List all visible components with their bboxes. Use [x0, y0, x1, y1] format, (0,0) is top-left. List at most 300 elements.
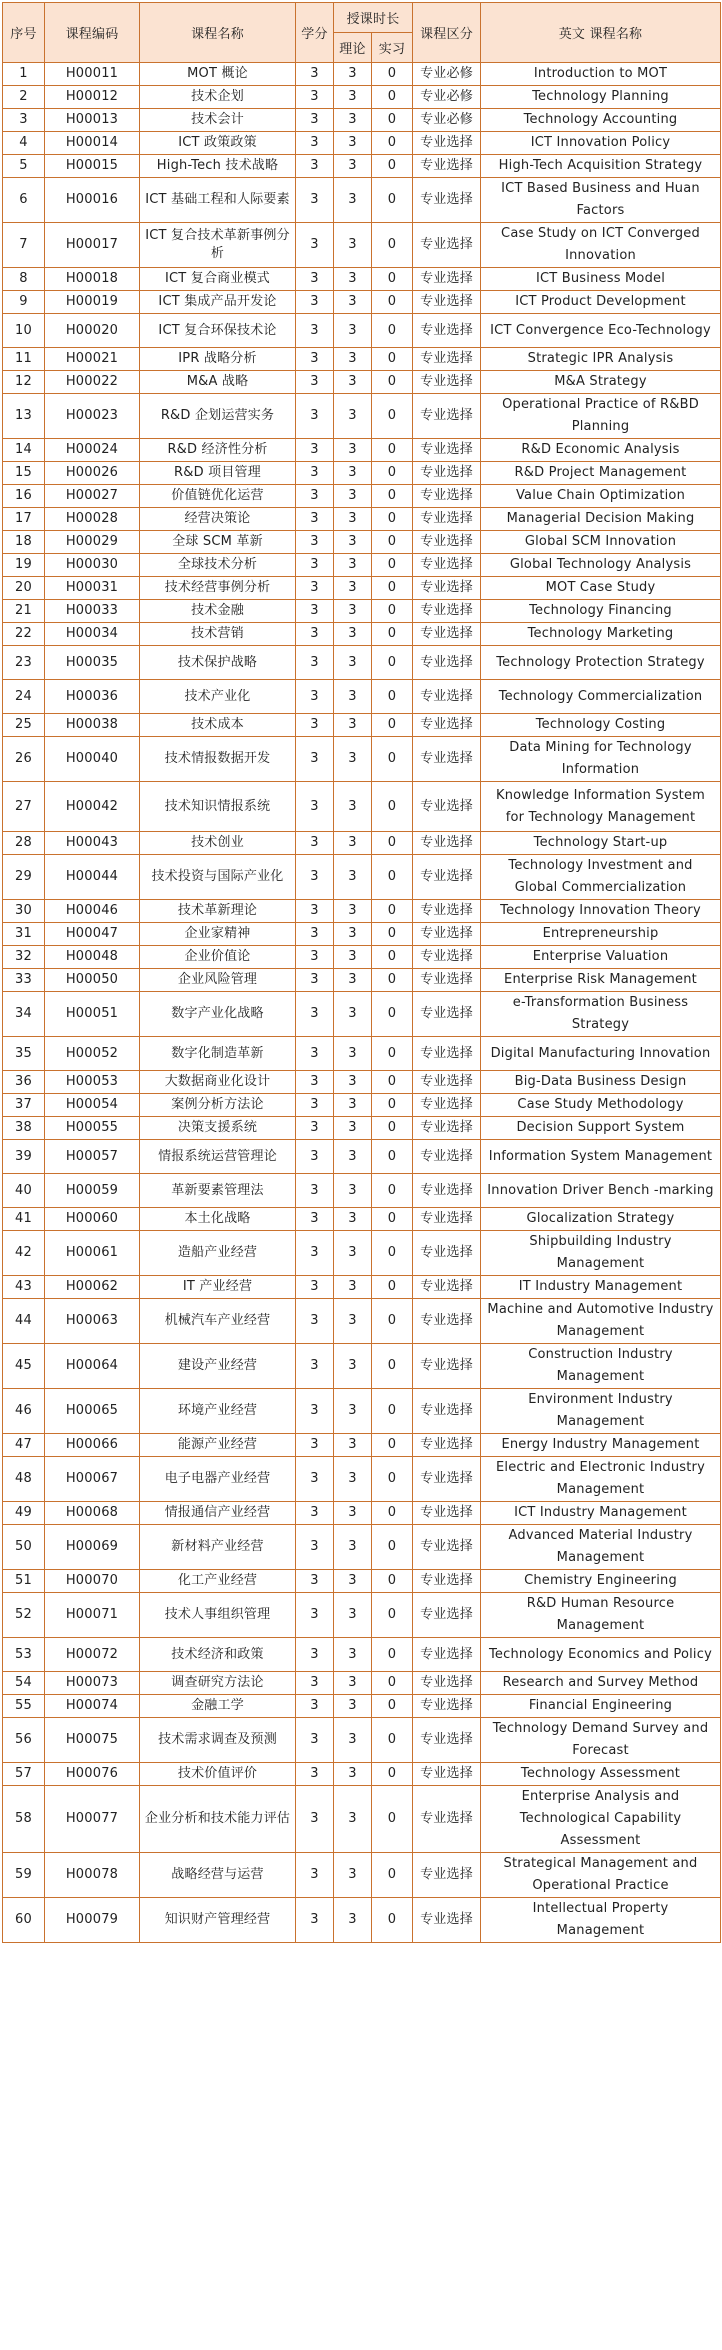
row-theory: 3	[334, 1570, 372, 1593]
row-category: 专业选择	[413, 1434, 481, 1457]
row-seq: 48	[3, 1457, 45, 1502]
row-practice: 0	[372, 291, 413, 314]
row-english: e-Transformation Business Strategy	[481, 992, 721, 1037]
row-theory: 3	[334, 348, 372, 371]
row-credit: 3	[296, 1276, 334, 1299]
row-credit: 3	[296, 782, 334, 832]
row-seq: 47	[3, 1434, 45, 1457]
row-practice: 0	[372, 1140, 413, 1174]
row-category: 专业选择	[413, 1174, 481, 1208]
row-code: H00046	[45, 900, 140, 923]
row-credit: 3	[296, 462, 334, 485]
row-category: 专业选择	[413, 531, 481, 554]
row-name: 造船产业经营	[140, 1231, 296, 1276]
header-credit: 学分	[296, 3, 334, 63]
row-practice: 0	[372, 371, 413, 394]
row-english: ICT Business Model	[481, 268, 721, 291]
row-credit: 3	[296, 1853, 334, 1898]
row-theory: 3	[334, 268, 372, 291]
row-english: Value Chain Optimization	[481, 485, 721, 508]
row-name: 技术保护战略	[140, 646, 296, 680]
row-category: 专业选择	[413, 1299, 481, 1344]
row-theory: 3	[334, 680, 372, 714]
row-credit: 3	[296, 1695, 334, 1718]
row-code: H00012	[45, 86, 140, 109]
table-row	[3, 1174, 721, 1208]
table-row	[3, 155, 721, 178]
row-code: H00022	[45, 371, 140, 394]
header-seq: 序号	[3, 3, 45, 63]
row-english: Shipbuilding Industry Management	[481, 1231, 721, 1276]
table-row	[3, 394, 721, 439]
row-practice: 0	[372, 1718, 413, 1763]
row-english: Strategical Management and Operational Practice	[481, 1853, 721, 1898]
row-english: Global SCM Innovation	[481, 531, 721, 554]
row-seq: 24	[3, 680, 45, 714]
row-theory: 3	[334, 577, 372, 600]
row-code: H00074	[45, 1695, 140, 1718]
row-practice: 0	[372, 646, 413, 680]
row-name: IPR 战略分析	[140, 348, 296, 371]
row-english: Enterprise Risk Management	[481, 969, 721, 992]
row-name: 技术需求调查及预测	[140, 1718, 296, 1763]
row-name: 技术营销	[140, 623, 296, 646]
table-row	[3, 371, 721, 394]
table-row	[3, 268, 721, 291]
row-practice: 0	[372, 1117, 413, 1140]
row-english: Electric and Electronic Industry Management	[481, 1457, 721, 1502]
row-practice: 0	[372, 623, 413, 646]
row-category: 专业选择	[413, 1593, 481, 1638]
row-practice: 0	[372, 268, 413, 291]
row-credit: 3	[296, 1638, 334, 1672]
row-name: 金融工学	[140, 1695, 296, 1718]
table-row	[3, 1071, 721, 1094]
table-row	[3, 923, 721, 946]
row-practice: 0	[372, 600, 413, 623]
table-row	[3, 1094, 721, 1117]
table-row	[3, 1208, 721, 1231]
row-seq: 30	[3, 900, 45, 923]
row-seq: 4	[3, 132, 45, 155]
row-seq: 38	[3, 1117, 45, 1140]
row-seq: 6	[3, 178, 45, 223]
row-credit: 3	[296, 1593, 334, 1638]
row-theory: 3	[334, 992, 372, 1037]
row-credit: 3	[296, 992, 334, 1037]
row-name: 技术会计	[140, 109, 296, 132]
row-english: Advanced Material Industry Management	[481, 1525, 721, 1570]
row-theory: 3	[334, 1786, 372, 1853]
row-practice: 0	[372, 1593, 413, 1638]
table-row	[3, 291, 721, 314]
row-credit: 3	[296, 268, 334, 291]
row-english: High-Tech Acquisition Strategy	[481, 155, 721, 178]
row-practice: 0	[372, 394, 413, 439]
row-credit: 3	[296, 623, 334, 646]
row-practice: 0	[372, 737, 413, 782]
row-seq: 8	[3, 268, 45, 291]
row-category: 专业选择	[413, 439, 481, 462]
row-seq: 60	[3, 1898, 45, 1943]
table-row	[3, 992, 721, 1037]
row-english: Technology Planning	[481, 86, 721, 109]
row-seq: 55	[3, 1695, 45, 1718]
row-english: Information System Management	[481, 1140, 721, 1174]
row-category: 专业选择	[413, 1037, 481, 1071]
row-credit: 3	[296, 554, 334, 577]
row-theory: 3	[334, 531, 372, 554]
row-credit: 3	[296, 314, 334, 348]
row-category: 专业必修	[413, 109, 481, 132]
row-english: Strategic IPR Analysis	[481, 348, 721, 371]
row-category: 专业选择	[413, 223, 481, 268]
row-practice: 0	[372, 554, 413, 577]
row-credit: 3	[296, 832, 334, 855]
row-theory: 3	[334, 554, 372, 577]
row-english: Financial Engineering	[481, 1695, 721, 1718]
table-row	[3, 900, 721, 923]
row-credit: 3	[296, 600, 334, 623]
row-theory: 3	[334, 1853, 372, 1898]
row-practice: 0	[372, 348, 413, 371]
row-theory: 3	[334, 714, 372, 737]
row-seq: 22	[3, 623, 45, 646]
row-category: 专业选择	[413, 314, 481, 348]
row-english: ICT Convergence Eco-Technology	[481, 314, 721, 348]
row-english: M&A Strategy	[481, 371, 721, 394]
row-theory: 3	[334, 1502, 372, 1525]
row-english: ICT Industry Management	[481, 1502, 721, 1525]
row-practice: 0	[372, 1502, 413, 1525]
row-seq: 16	[3, 485, 45, 508]
row-category: 专业选择	[413, 178, 481, 223]
row-name: 全球 SCM 革新	[140, 531, 296, 554]
row-theory: 3	[334, 132, 372, 155]
row-code: H00023	[45, 394, 140, 439]
table-row	[3, 1763, 721, 1786]
table-row	[3, 1117, 721, 1140]
row-category: 专业选择	[413, 291, 481, 314]
row-name: 技术产业化	[140, 680, 296, 714]
row-code: H00029	[45, 531, 140, 554]
row-code: H00060	[45, 1208, 140, 1231]
row-credit: 3	[296, 1174, 334, 1208]
row-theory: 3	[334, 314, 372, 348]
row-name: ICT 复合技术革新事例分析	[140, 223, 296, 268]
row-seq: 29	[3, 855, 45, 900]
row-credit: 3	[296, 680, 334, 714]
row-seq: 3	[3, 109, 45, 132]
row-practice: 0	[372, 1457, 413, 1502]
row-english: Technology Protection Strategy	[481, 646, 721, 680]
row-credit: 3	[296, 1457, 334, 1502]
row-name: R&D 经济性分析	[140, 439, 296, 462]
row-english: Technology Commercialization	[481, 680, 721, 714]
row-theory: 3	[334, 1898, 372, 1943]
row-seq: 43	[3, 1276, 45, 1299]
row-practice: 0	[372, 314, 413, 348]
row-name: ICT 政策政策	[140, 132, 296, 155]
row-english: Technology Start-up	[481, 832, 721, 855]
row-name: 技术人事组织管理	[140, 1593, 296, 1638]
row-credit: 3	[296, 1140, 334, 1174]
table-row	[3, 223, 721, 268]
row-code: H00026	[45, 462, 140, 485]
row-code: H00018	[45, 268, 140, 291]
row-english: Case Study on ICT Converged Innovation	[481, 223, 721, 268]
row-code: H00075	[45, 1718, 140, 1763]
row-code: H00064	[45, 1344, 140, 1389]
row-credit: 3	[296, 1502, 334, 1525]
row-seq: 31	[3, 923, 45, 946]
row-name: 本土化战略	[140, 1208, 296, 1231]
row-theory: 3	[334, 855, 372, 900]
row-seq: 21	[3, 600, 45, 623]
row-credit: 3	[296, 1672, 334, 1695]
row-code: H00015	[45, 155, 140, 178]
row-code: H00044	[45, 855, 140, 900]
row-category: 专业选择	[413, 600, 481, 623]
row-name: 技术情报数据开发	[140, 737, 296, 782]
row-category: 专业选择	[413, 1117, 481, 1140]
row-code: H00070	[45, 1570, 140, 1593]
row-practice: 0	[372, 1525, 413, 1570]
table-row	[3, 86, 721, 109]
row-code: H00071	[45, 1593, 140, 1638]
row-credit: 3	[296, 646, 334, 680]
row-name: 情报系统运营管理论	[140, 1140, 296, 1174]
table-row	[3, 1638, 721, 1672]
row-theory: 3	[334, 63, 372, 86]
row-seq: 44	[3, 1299, 45, 1344]
row-code: H00067	[45, 1457, 140, 1502]
row-category: 专业选择	[413, 855, 481, 900]
row-theory: 3	[334, 1763, 372, 1786]
row-category: 专业选择	[413, 623, 481, 646]
table-row	[3, 646, 721, 680]
row-category: 专业选择	[413, 923, 481, 946]
table-row	[3, 1786, 721, 1853]
row-code: H00066	[45, 1434, 140, 1457]
row-seq: 32	[3, 946, 45, 969]
row-category: 专业选择	[413, 394, 481, 439]
row-category: 专业选择	[413, 646, 481, 680]
row-theory: 3	[334, 1071, 372, 1094]
row-seq: 12	[3, 371, 45, 394]
table-row	[3, 109, 721, 132]
row-theory: 3	[334, 1525, 372, 1570]
row-credit: 3	[296, 371, 334, 394]
row-name: 决策支援系统	[140, 1117, 296, 1140]
row-practice: 0	[372, 1853, 413, 1898]
row-name: ICT 集成产品开发论	[140, 291, 296, 314]
row-credit: 3	[296, 178, 334, 223]
table-row	[3, 1853, 721, 1898]
row-credit: 3	[296, 900, 334, 923]
row-seq: 33	[3, 969, 45, 992]
table-row	[3, 63, 721, 86]
row-name: 经营决策论	[140, 508, 296, 531]
row-name: 技术金融	[140, 600, 296, 623]
row-practice: 0	[372, 1898, 413, 1943]
row-seq: 11	[3, 348, 45, 371]
row-name: 价值链优化运营	[140, 485, 296, 508]
row-credit: 3	[296, 155, 334, 178]
row-practice: 0	[372, 462, 413, 485]
row-name: 技术知识情报系统	[140, 782, 296, 832]
row-credit: 3	[296, 1389, 334, 1434]
row-english: ICT Innovation Policy	[481, 132, 721, 155]
row-seq: 57	[3, 1763, 45, 1786]
row-practice: 0	[372, 531, 413, 554]
row-code: H00047	[45, 923, 140, 946]
row-theory: 3	[334, 109, 372, 132]
row-english: Machine and Automotive Industry Management	[481, 1299, 721, 1344]
row-theory: 3	[334, 291, 372, 314]
row-practice: 0	[372, 714, 413, 737]
row-practice: 0	[372, 1208, 413, 1231]
row-theory: 3	[334, 1208, 372, 1231]
row-credit: 3	[296, 1718, 334, 1763]
row-category: 专业选择	[413, 1140, 481, 1174]
row-name: 电子电器产业经营	[140, 1457, 296, 1502]
row-category: 专业选择	[413, 1695, 481, 1718]
row-name: ICT 复合商业模式	[140, 268, 296, 291]
row-credit: 3	[296, 1208, 334, 1231]
row-theory: 3	[334, 508, 372, 531]
row-category: 专业选择	[413, 268, 481, 291]
row-seq: 45	[3, 1344, 45, 1389]
row-seq: 7	[3, 223, 45, 268]
table-row	[3, 577, 721, 600]
row-credit: 3	[296, 1344, 334, 1389]
row-code: H00057	[45, 1140, 140, 1174]
table-row	[3, 969, 721, 992]
table-row	[3, 1457, 721, 1502]
row-seq: 26	[3, 737, 45, 782]
row-name: ICT 复合环保技术论	[140, 314, 296, 348]
row-code: H00038	[45, 714, 140, 737]
row-seq: 54	[3, 1672, 45, 1695]
row-english: IT Industry Management	[481, 1276, 721, 1299]
row-practice: 0	[372, 1276, 413, 1299]
row-english: Environment Industry Management	[481, 1389, 721, 1434]
row-name: 调查研究方法论	[140, 1672, 296, 1695]
table-row	[3, 348, 721, 371]
table-row	[3, 508, 721, 531]
table-row	[3, 1231, 721, 1276]
row-english: Technology Demand Survey and Forecast	[481, 1718, 721, 1763]
row-code: H00013	[45, 109, 140, 132]
table-row	[3, 1570, 721, 1593]
row-english: Managerial Decision Making	[481, 508, 721, 531]
row-category: 专业选择	[413, 782, 481, 832]
table-row	[3, 314, 721, 348]
row-practice: 0	[372, 1638, 413, 1672]
row-credit: 3	[296, 1786, 334, 1853]
row-name: 知识财产管理经营	[140, 1898, 296, 1943]
row-seq: 56	[3, 1718, 45, 1763]
table-row	[3, 600, 721, 623]
row-category: 专业选择	[413, 155, 481, 178]
row-name: 革新要素管理法	[140, 1174, 296, 1208]
row-english: Case Study Methodology	[481, 1094, 721, 1117]
row-english: Big-Data Business Design	[481, 1071, 721, 1094]
row-theory: 3	[334, 1672, 372, 1695]
row-english: Technology Investment and Global Commercialization	[481, 855, 721, 900]
row-english: Operational Practice of R&BD Planning	[481, 394, 721, 439]
row-category: 专业选择	[413, 900, 481, 923]
table-row	[3, 1276, 721, 1299]
row-credit: 3	[296, 531, 334, 554]
row-category: 专业选择	[413, 485, 481, 508]
row-category: 专业选择	[413, 1071, 481, 1094]
row-code: H00035	[45, 646, 140, 680]
row-theory: 3	[334, 923, 372, 946]
row-practice: 0	[372, 855, 413, 900]
row-practice: 0	[372, 63, 413, 86]
row-theory: 3	[334, 900, 372, 923]
row-category: 专业选择	[413, 832, 481, 855]
row-english: MOT Case Study	[481, 577, 721, 600]
row-practice: 0	[372, 155, 413, 178]
row-theory: 3	[334, 969, 372, 992]
row-seq: 10	[3, 314, 45, 348]
row-category: 专业选择	[413, 508, 481, 531]
row-theory: 3	[334, 832, 372, 855]
row-name: R&D 企划运营实务	[140, 394, 296, 439]
row-english: Intellectual Property Management	[481, 1898, 721, 1943]
row-code: H00036	[45, 680, 140, 714]
row-code: H00040	[45, 737, 140, 782]
row-code: H00073	[45, 1672, 140, 1695]
row-practice: 0	[372, 1037, 413, 1071]
row-category: 专业选择	[413, 1276, 481, 1299]
row-credit: 3	[296, 969, 334, 992]
row-seq: 46	[3, 1389, 45, 1434]
row-practice: 0	[372, 969, 413, 992]
row-credit: 3	[296, 1071, 334, 1094]
row-theory: 3	[334, 86, 372, 109]
row-practice: 0	[372, 109, 413, 132]
row-english: Construction Industry Management	[481, 1344, 721, 1389]
row-credit: 3	[296, 855, 334, 900]
row-category: 专业选择	[413, 1718, 481, 1763]
row-seq: 27	[3, 782, 45, 832]
row-seq: 58	[3, 1786, 45, 1853]
row-theory: 3	[334, 782, 372, 832]
row-credit: 3	[296, 1094, 334, 1117]
row-code: H00061	[45, 1231, 140, 1276]
row-code: H00059	[45, 1174, 140, 1208]
row-code: H00079	[45, 1898, 140, 1943]
row-english: Enterprise Analysis and Technological Capability Assessment	[481, 1786, 721, 1853]
row-english: Energy Industry Management	[481, 1434, 721, 1457]
row-name: M&A 战略	[140, 371, 296, 394]
row-category: 专业选择	[413, 1786, 481, 1853]
row-credit: 3	[296, 63, 334, 86]
row-credit: 3	[296, 508, 334, 531]
row-code: H00062	[45, 1276, 140, 1299]
row-theory: 3	[334, 1140, 372, 1174]
row-credit: 3	[296, 109, 334, 132]
row-name: 企业风险管理	[140, 969, 296, 992]
row-category: 专业选择	[413, 554, 481, 577]
row-theory: 3	[334, 1593, 372, 1638]
row-seq: 34	[3, 992, 45, 1037]
row-category: 专业选择	[413, 371, 481, 394]
